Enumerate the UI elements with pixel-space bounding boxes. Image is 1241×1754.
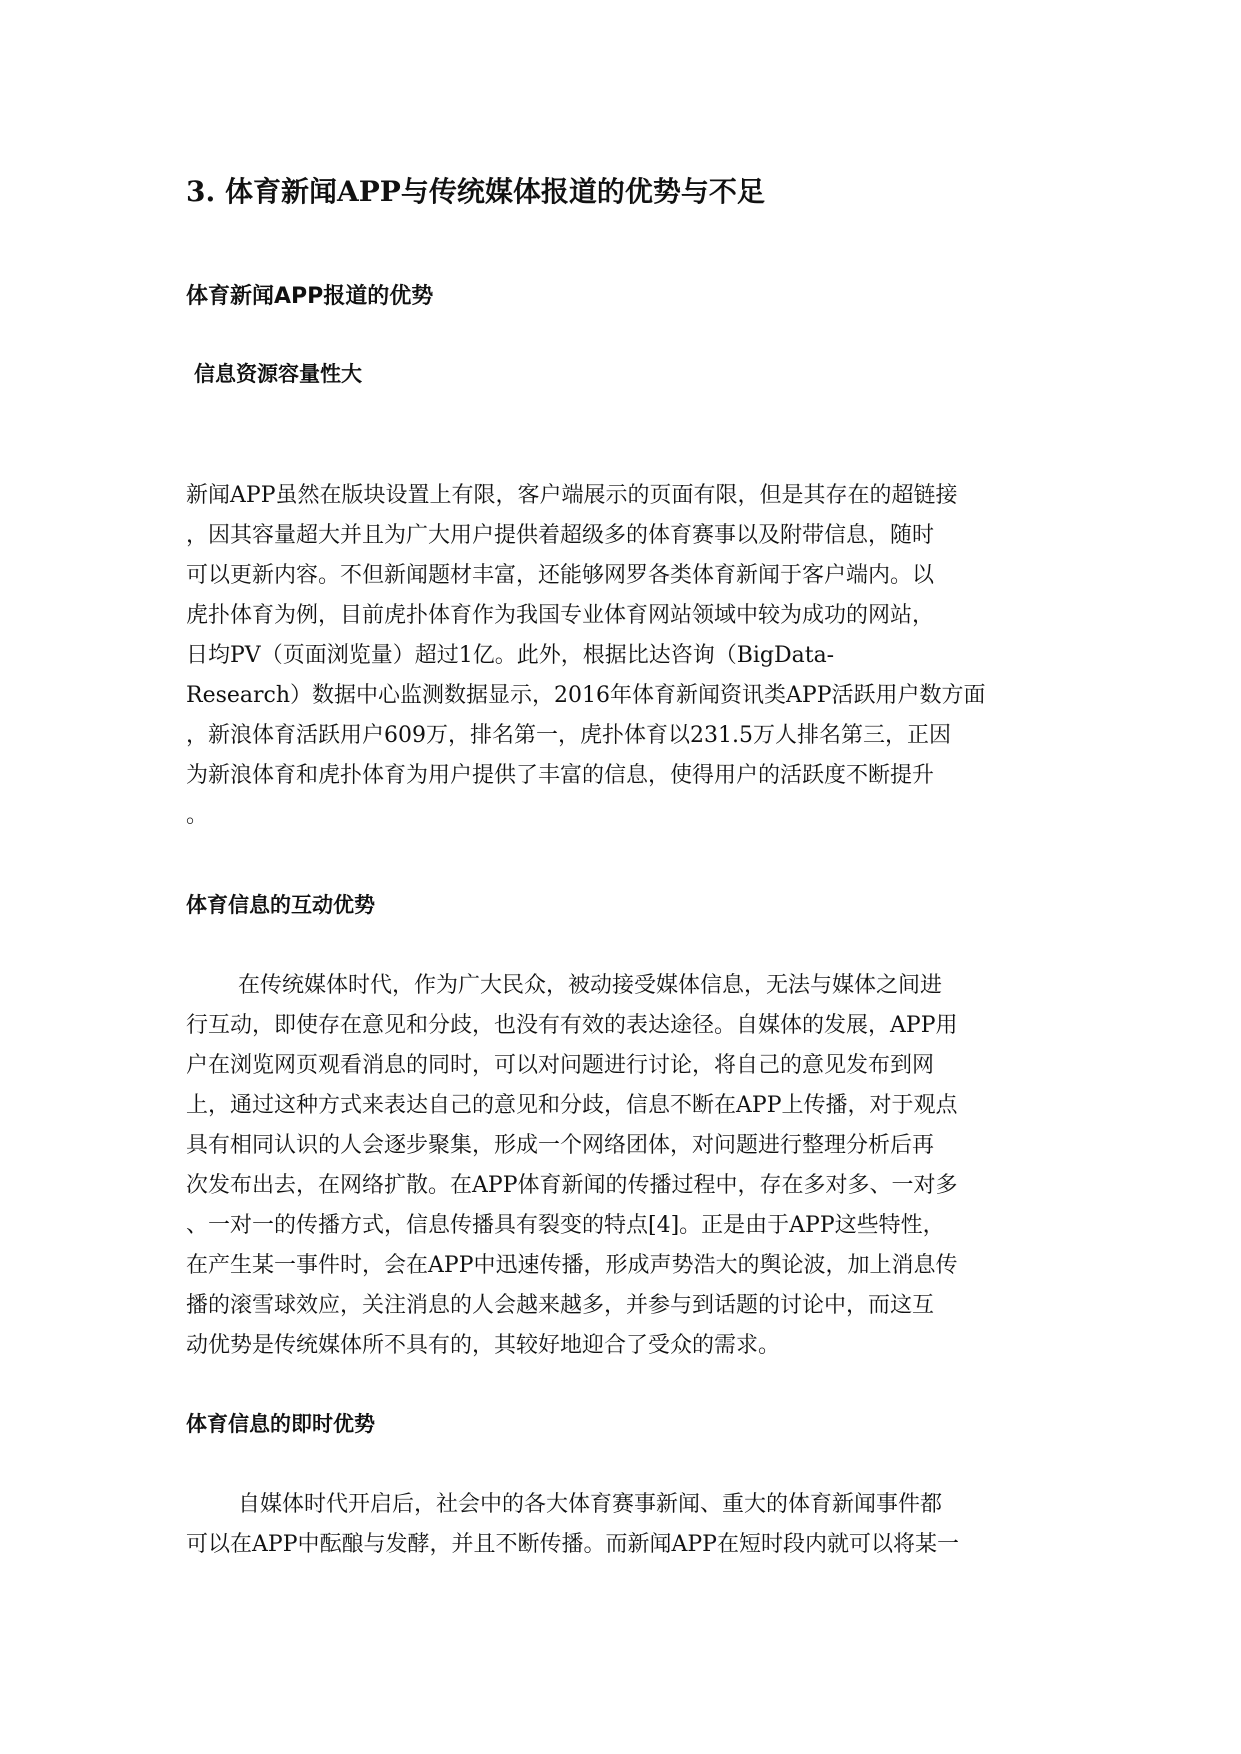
- text-line: 户在浏览网页观看消息的同时，可以对问题进行讨论，将自己的意见发布到网: [186, 1053, 935, 1078]
- document-title: 3. 体育新闻APP与传统媒体报道的优势与不足: [186, 175, 765, 208]
- subsection-heading-interaction: 体育信息的互动优势: [186, 893, 375, 917]
- section-heading: 体育新闻APP报道的优势: [186, 284, 434, 309]
- text-line: 在产生某一事件时，会在APP中迅速传播，形成声势浩大的舆论波，加上消息传: [186, 1253, 958, 1278]
- text-line: 行互动，即使存在意见和分歧，也没有有效的表达途径。自媒体的发展，APP用: [186, 1013, 958, 1038]
- text-line: 自媒体时代开启后，社会中的各大体育赛事新闻、重大的体育新闻事件都: [238, 1492, 943, 1517]
- subsection-heading-timeliness: 体育信息的即时优势: [186, 1412, 375, 1436]
- text-line: 可以在APP中酝酿与发酵，并且不断传播。而新闻APP在短时段内就可以将某一: [186, 1532, 959, 1557]
- paragraph-capacity: [186, 476, 1056, 836]
- text-line: 次发布出去，在网络扩散。在APP体育新闻的传播过程中，存在多对多、一对多: [186, 1173, 958, 1198]
- text-line: 播的滚雪球效应，关注消息的人会越来越多，并参与到话题的讨论中，而这互: [186, 1293, 935, 1318]
- text-line: 在传统媒体时代，作为广大民众，被动接受媒体信息，无法与媒体之间进: [238, 973, 943, 998]
- text-line: ，因其容量超大并且为广大用户提供着超级多的体育赛事以及附带信息，随时: [186, 523, 935, 548]
- text-line: Research）数据中心监测数据显示，2016年体育新闻资讯类APP活跃用户数方面: [186, 683, 986, 708]
- text-line: 上，通过这种方式来表达自己的意见和分歧，信息不断在APP上传播，对于观点: [186, 1093, 958, 1118]
- text-line: 虎扑体育为例，目前虎扑体育作为我国专业体育网站领域中较为成功的网站，: [186, 603, 935, 628]
- paragraph-timeliness: [186, 1485, 1056, 1565]
- paragraph-interaction: [186, 966, 1056, 1366]
- text-line: 。: [186, 803, 209, 828]
- text-line: 为新浪体育和虎扑体育为用户提供了丰富的信息，使得用户的活跃度不断提升: [186, 763, 935, 788]
- subsection-heading-capacity: 信息资源容量性大: [194, 362, 362, 386]
- text-line: 具有相同认识的人会逐步聚集，形成一个网络团体，对问题进行整理分析后再: [186, 1133, 935, 1158]
- text-line: 可以更新内容。不但新闻题材丰富，还能够网罗各类体育新闻于客户端内。以: [186, 563, 935, 588]
- text-line: ，新浪体育活跃用户609万，排名第一，虎扑体育以231.5万人排名第三，正因: [186, 723, 951, 748]
- text-line: 动优势是传统媒体所不具有的，其较好地迎合了受众的需求。: [186, 1333, 781, 1358]
- text-line: 日均PV（页面浏览量）超过1亿。此外，根据比达咨询（BigData-: [186, 643, 835, 668]
- text-line: 、一对一的传播方式，信息传播具有裂变的特点[4]。正是由于APP这些特性，: [186, 1213, 945, 1238]
- text-line: 新闻APP虽然在版块设置上有限，客户端展示的页面有限，但是其存在的超链接: [186, 483, 958, 508]
